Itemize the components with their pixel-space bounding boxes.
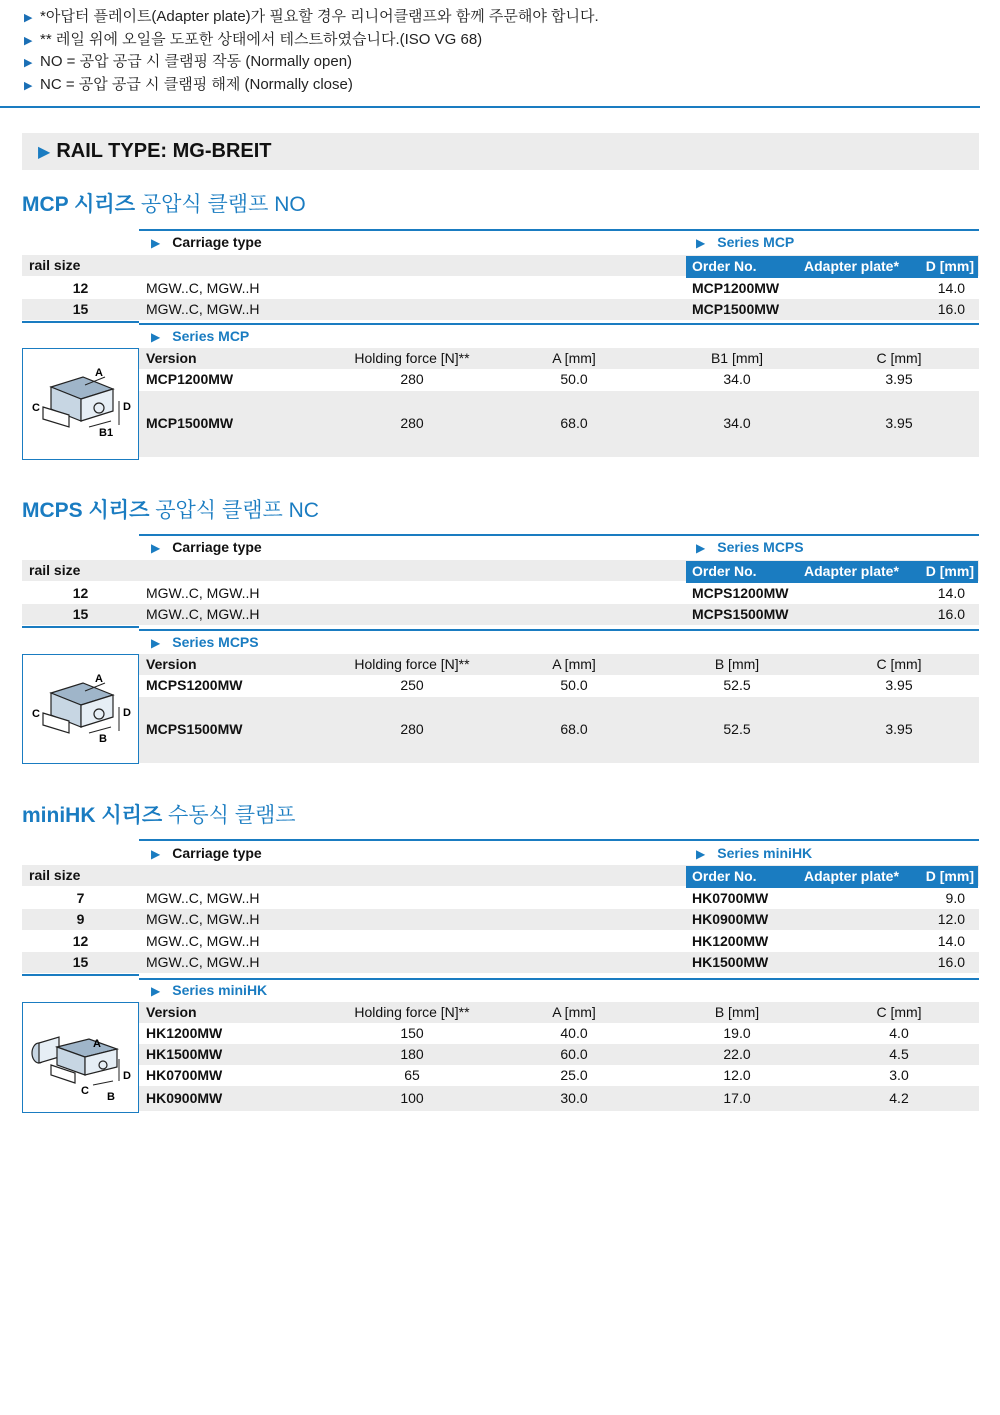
note-item: ▶ NO = 공압 공급 시 클램핑 작동 (Normally open) [24, 51, 599, 74]
table-row: 9 MGW..C, MGW..H HK0900MW 12.0 [22, 909, 979, 930]
order-header-blue: Order No. Adapter plate* D [mm] [686, 256, 978, 278]
spec-header-row: Version Holding force [N]** A [mm] B [mm] C [mm] [139, 654, 979, 675]
table-row: 12 MGW..C, MGW..H MCPS1200MW 14.0 [72, 585, 965, 601]
divider [22, 974, 139, 976]
dim-label-b: B1 [99, 427, 114, 439]
order-header-blue: Order No. Adapter plate* D [mm] [686, 561, 978, 583]
triangle-bullet-icon: ▶ [24, 12, 33, 24]
triangle-bullet-icon: ▶ [24, 57, 33, 69]
triangle-bullet-icon: ▶ [24, 34, 33, 47]
divider [139, 839, 979, 841]
dim-label-c: C [32, 708, 40, 720]
spec-series-header: ▶ Series miniHK [151, 982, 268, 998]
carriage-header: ▶ Carriage type ▶ Series MCP [151, 234, 795, 250]
triangle-bullet-icon: ▶ [24, 79, 33, 92]
table-row: HK0900MW 100 30.0 17.0 4.2 [139, 1086, 979, 1111]
spec-header-row: Version Holding force [N]** A [mm] B [mm] C [mm] [139, 1002, 979, 1023]
table-row: 15 MGW..C, MGW..H HK1500MW 16.0 [22, 952, 979, 973]
table-row: 15 MGW..C, MGW..H MCPS1500MW 16.0 [22, 604, 979, 625]
dim-label-a: A [95, 367, 103, 379]
dim-label-d: D [123, 401, 131, 413]
dim-label-c: C [32, 402, 40, 414]
note-item: ▶ NC = 공압 공급 시 클램핑 해제 (Normally close) [24, 74, 599, 97]
carriage-header: ▶ Carriage type ▶ Series miniHK [151, 845, 813, 861]
divider [139, 323, 979, 325]
section-title: MCP 시리즈 공압식 클램프 NO [22, 193, 306, 216]
clamp-diagram [22, 1002, 139, 1113]
dim-label-a: A [93, 1038, 101, 1050]
spec-series-header: ▶ Series MCPS [151, 634, 259, 650]
notes-list [24, 6, 599, 96]
table-row: HK0700MW 65 25.0 12.0 3.0 [146, 1067, 909, 1083]
rail-type-banner [22, 133, 979, 170]
divider [0, 106, 980, 108]
triangle-icon: ▶ [696, 236, 706, 250]
order-header-row: rail size [22, 865, 979, 886]
divider [22, 626, 139, 628]
dim-label-a: A [95, 673, 103, 685]
order-header-row: rail size [22, 560, 979, 581]
rail-type-title: RAIL TYPE: MG-BREIT [56, 140, 272, 162]
order-header-blue: Order No. Adapter plate* D [mm] [686, 866, 978, 888]
carriage-header: ▶ Carriage type ▶ Series MCPS [151, 539, 804, 555]
triangle-icon: ▶ [151, 541, 161, 555]
order-header-row: rail size [22, 255, 979, 276]
triangle-icon: ▶ [151, 636, 161, 650]
section-title: MCPS 시리즈 공압식 클램프 NC [22, 499, 319, 522]
table-row: 12 MGW..C, MGW..H HK1200MW 14.0 [72, 933, 965, 949]
dim-label-d: D [123, 707, 131, 719]
note-item: ▶ ** 레일 위에 오일을 도포한 상태에서 테스트하였습니다.(ISO VG 68) [24, 29, 599, 52]
table-row: 15 MGW..C, MGW..H MCP1500MW 16.0 [22, 299, 979, 320]
spec-header-row: Version Holding force [N]** A [mm] B1 [mm] C [mm] [139, 348, 979, 369]
triangle-icon: ▶ [696, 541, 706, 555]
dim-label-c: C [81, 1085, 89, 1097]
table-row: 12 MGW..C, MGW..H MCP1200MW 14.0 [72, 280, 965, 296]
note-item: ▶ *아답터 플레이트(Adapter plate)가 필요할 경우 리니어클램프와 함께 주문해야 합니다. [24, 6, 599, 29]
triangle-icon: ▶ [151, 236, 161, 250]
table-row: MCPS1500MW 280 68.0 52.5 3.95 [139, 697, 979, 763]
divider [139, 229, 979, 231]
divider [139, 629, 979, 631]
dim-label-b: B [99, 733, 107, 745]
spec-series-header: ▶ Series MCP [151, 328, 250, 344]
divider [139, 534, 979, 536]
dim-label-b: B [107, 1091, 115, 1103]
triangle-icon: ▶ [151, 330, 161, 344]
dim-label-d: D [123, 1070, 131, 1082]
triangle-icon: ▶ [696, 847, 706, 861]
section-title: miniHK 시리즈 수동식 클램프 [22, 804, 296, 827]
table-row: MCP1500MW 280 68.0 34.0 3.95 [139, 391, 979, 457]
triangle-icon: ▶ [38, 144, 51, 161]
table-row: MCPS1200MW 250 50.0 52.5 3.95 [146, 677, 913, 693]
clamp-diagram [22, 654, 139, 764]
triangle-icon: ▶ [151, 847, 161, 861]
table-row: HK1500MW 180 60.0 22.0 4.5 [139, 1044, 979, 1065]
clamp-diagram [22, 348, 139, 460]
table-row: 7 MGW..C, MGW..H HK0700MW 9.0 [76, 890, 965, 906]
table-row: MCP1200MW 280 50.0 34.0 3.95 [146, 371, 913, 387]
triangle-icon: ▶ [151, 984, 161, 998]
table-row: HK1200MW 150 40.0 19.0 4.0 [146, 1025, 909, 1041]
divider [22, 321, 139, 323]
